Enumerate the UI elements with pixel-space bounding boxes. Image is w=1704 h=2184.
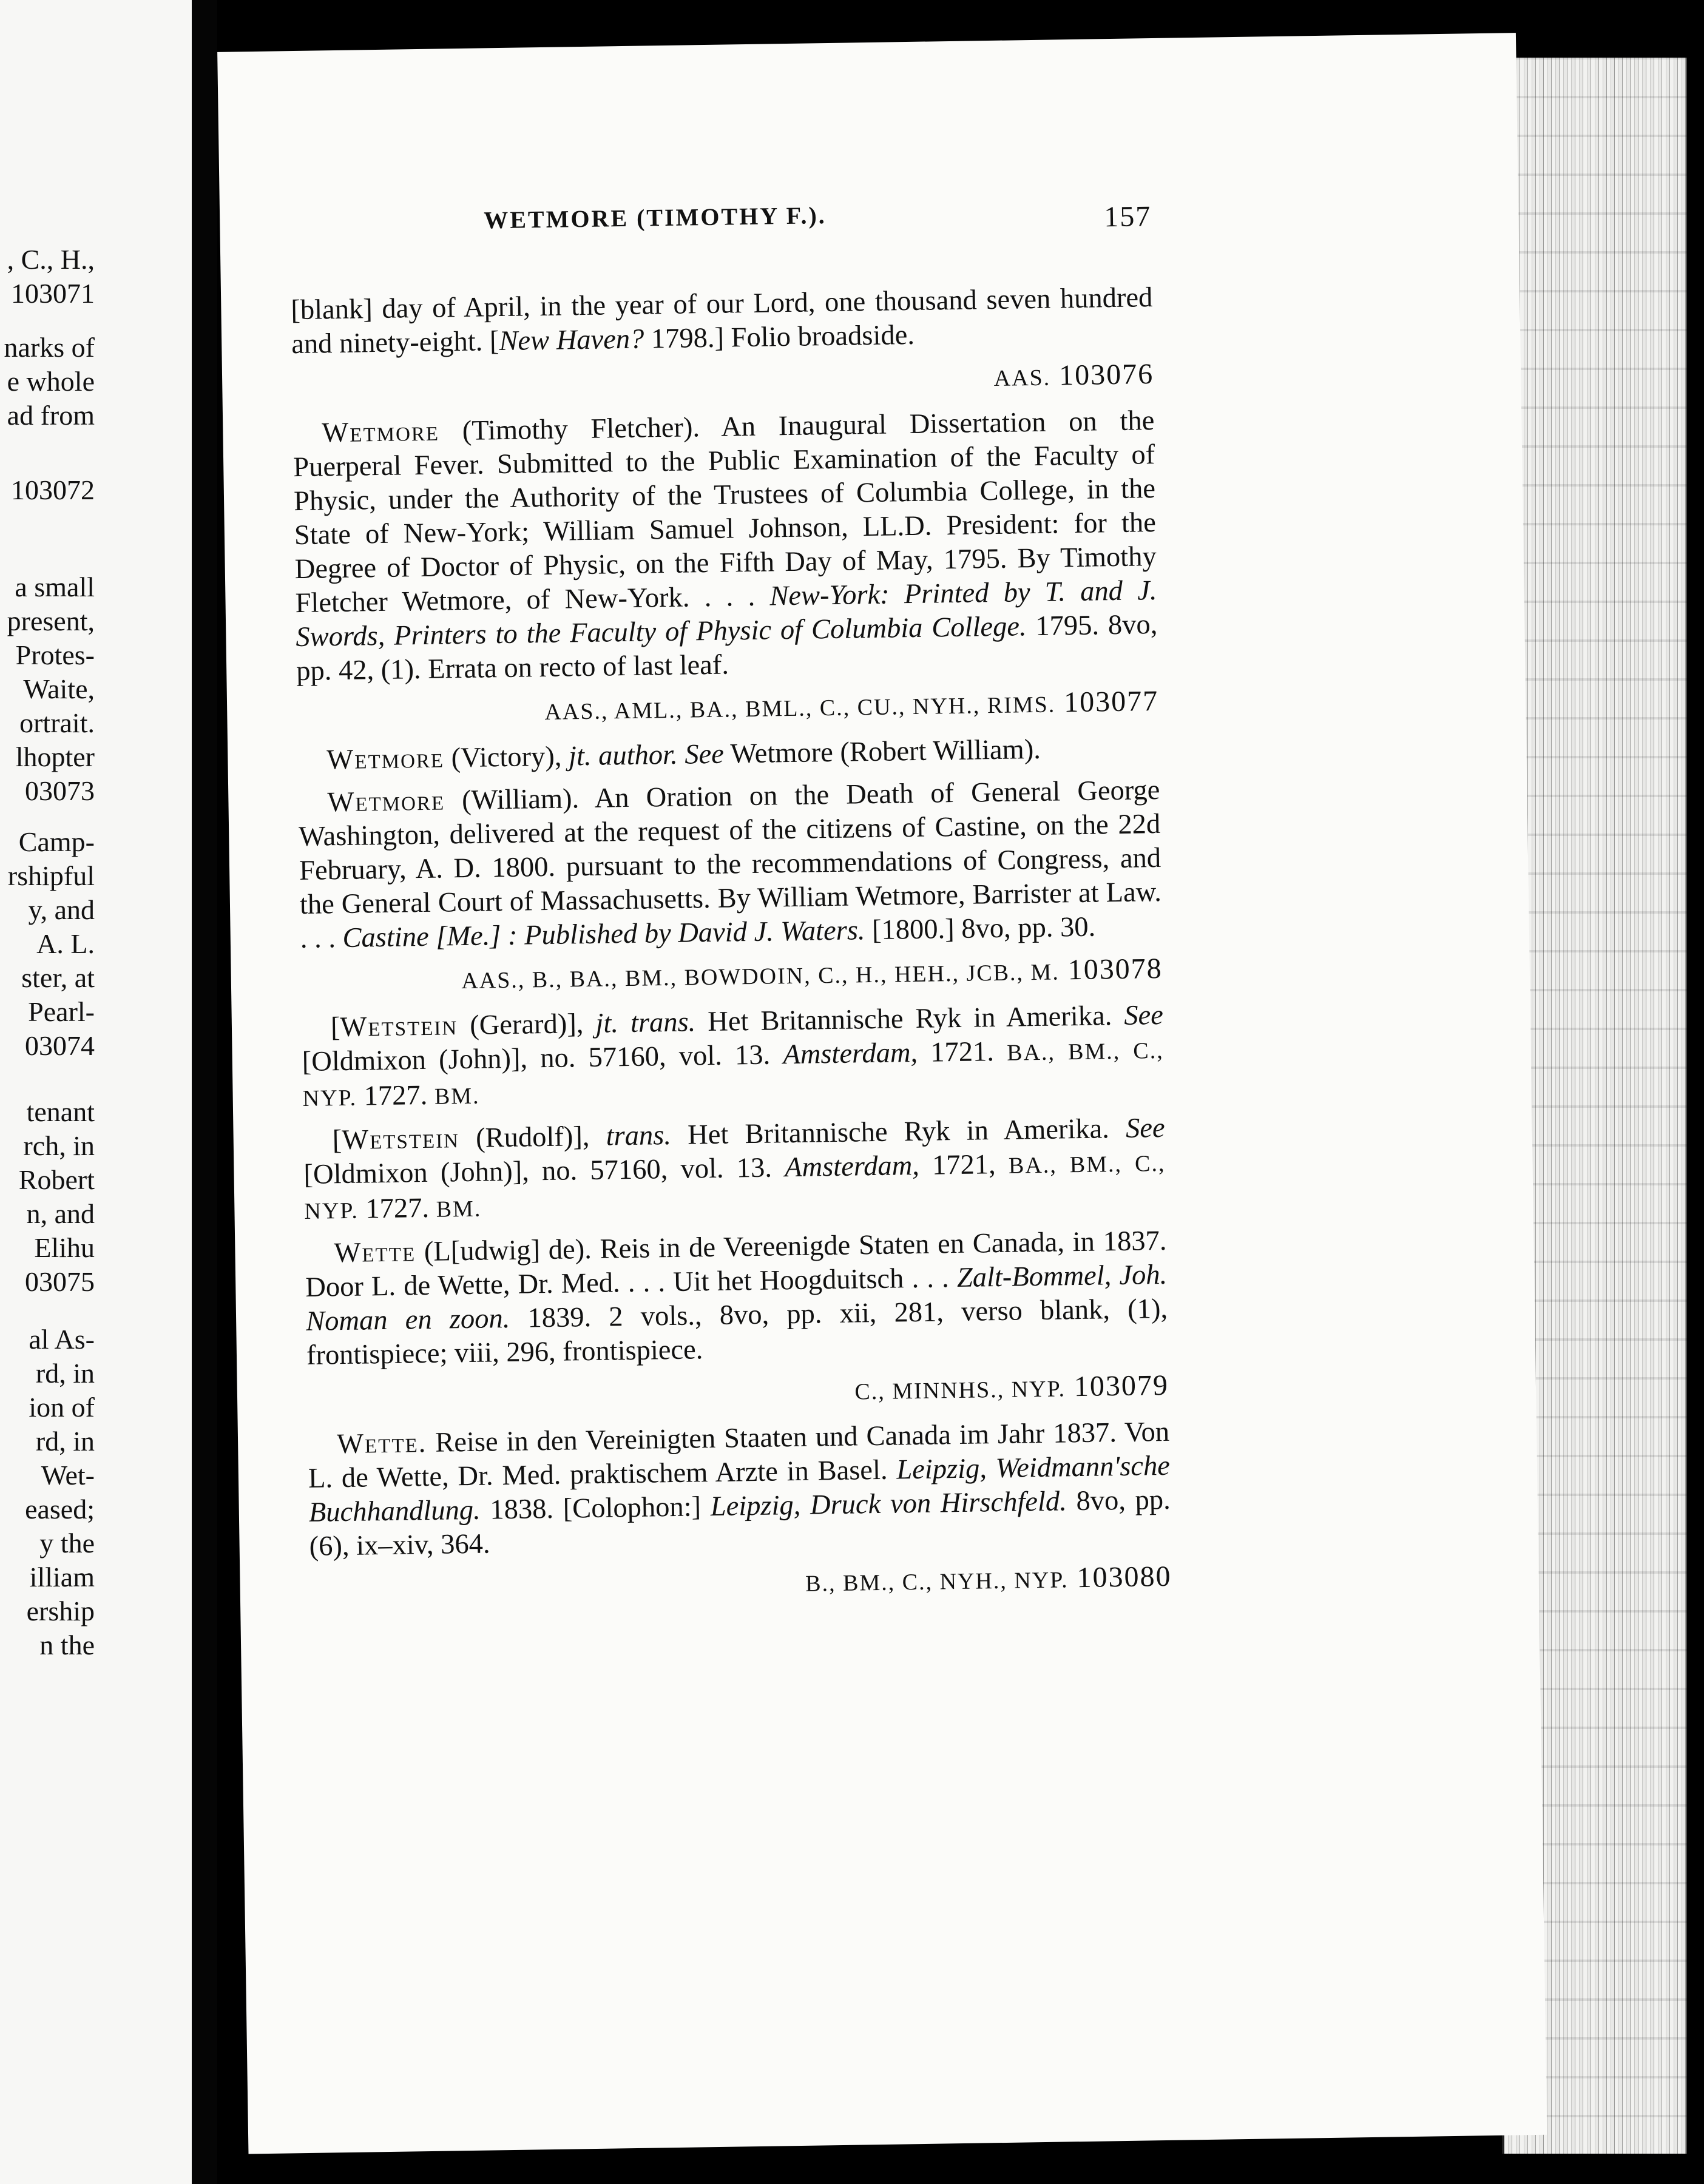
left-page-fragment: Protes-: [15, 639, 95, 670]
entry-number: 103078: [1067, 952, 1163, 986]
entry-holdings-inline: BA., BM., C., NYP.: [304, 1150, 1166, 1224]
left-page-fragment: present,: [7, 605, 95, 636]
left-page-fragment: Elihu: [34, 1232, 95, 1263]
entry-text: 1721.: [917, 1036, 1007, 1068]
left-page-fragment: rshipful: [7, 860, 95, 891]
entry-text: 1838. [Colophon:]: [480, 1491, 711, 1526]
entry-prefix: [: [330, 1012, 340, 1043]
left-page-fragment: ership: [26, 1596, 95, 1626]
entry-heading: Wette.: [336, 1427, 427, 1460]
entry-heading: Wette: [334, 1236, 416, 1269]
entry-heading: Wetstein: [341, 1123, 460, 1156]
entry-heading: Wetmore: [326, 743, 445, 776]
entry-heading: Wetstein: [340, 1010, 458, 1043]
left-page-fragment: e whole: [7, 366, 95, 397]
bibliography-entry: [291, 281, 1154, 362]
left-page-fragment: , C., H.,: [7, 244, 95, 275]
page-number: 157: [1103, 200, 1152, 234]
main-page: [217, 33, 1547, 2154]
text-block: [289, 190, 1172, 1619]
entry-text: 1795. 8vo, pp. 42, (1). Errata on recto of last leaf.: [296, 608, 1158, 687]
left-page-fragment: al As-: [29, 1324, 95, 1355]
bibliography-entry: [303, 1111, 1166, 1228]
entry-text: 1721,: [919, 1148, 1009, 1181]
entry-text: (Rudolf)],: [459, 1121, 607, 1154]
entry-italic-text: See: [1123, 999, 1164, 1031]
left-page-fragment: Pearl-: [28, 996, 95, 1027]
left-page-fragment: Waite,: [23, 673, 95, 704]
left-page-fragment: Camp-: [18, 826, 95, 857]
entry-italic-text: Amsterdam,: [784, 1150, 920, 1184]
entry-text: (William). An Oration on the Death of General George Washington, delivered at the request of the citizens of Castine, on the 22d February, A. D. 1800. pursuant to the recommendations of Congress, and the General Court of Massachusetts. By William Wetmore, Barrister at Law. . . .: [298, 774, 1162, 955]
entry-italic-text: New Haven?: [499, 323, 644, 357]
holdings-line: [309, 1560, 1172, 1608]
entry-text: [1800.] 8vo, pp. 30.: [865, 911, 1096, 946]
entry-italic-text: Leipzig, Druck von Hirschfeld.: [710, 1486, 1067, 1523]
holdings-libraries: AAS., AML., BA., BML., C., CU., NYH., RIMS.: [544, 692, 1056, 725]
bibliography-entry: [308, 1415, 1171, 1564]
left-page-fragment: eased;: [25, 1494, 95, 1525]
left-page-fragment: rch, in: [23, 1130, 95, 1161]
entry-italic-text: Castine [Me.] : Published by David J. Waters.: [342, 915, 865, 954]
left-page-fragment: n the: [39, 1630, 95, 1660]
entry-text: 1798.] Folio broadside.: [643, 319, 915, 355]
bibliography-entry: [292, 404, 1158, 689]
left-page-fragment: n, and: [26, 1198, 95, 1229]
running-title: WETMORE (TIMOTHY F.).: [483, 201, 827, 234]
entry-text: Het Britannische Ryk in Amerika.: [695, 1000, 1124, 1038]
entry-text: 1839. 2 vols., 8vo, pp. xii, 281, verso blank, (1), frontispiece; viii, 296, frontispiece.: [306, 1293, 1168, 1371]
left-facing-page: [0, 0, 192, 2184]
entry-text: 8vo, pp. (6), ix–xiv, 364.: [309, 1484, 1171, 1562]
holdings-libraries: C., MINNHS., NYP.: [854, 1376, 1066, 1405]
entry-text: (L[udwig] de). Reis in de Vereenigde Staten en Canada, in 1837. Door L. de Wette, Dr. Med. . . . Uit het Hoogduitsch . . .: [305, 1225, 1167, 1303]
left-page-fragment: 03075: [25, 1266, 95, 1297]
entry-holdings-inline: BM.: [434, 1083, 480, 1110]
left-page-fragment: Wet-: [41, 1460, 95, 1491]
left-page-fragment: narks of: [4, 332, 95, 363]
entry-number: 103076: [1058, 358, 1154, 392]
entry-prefix: [: [332, 1125, 342, 1156]
entry-heading: Wetmore: [327, 785, 445, 818]
left-page-fragment: rd, in: [35, 1426, 95, 1457]
entry-holdings-inline: BM.: [436, 1196, 482, 1222]
entry-number: 103080: [1077, 1560, 1172, 1594]
entry-heading: Wetmore: [322, 416, 440, 449]
holdings-libraries: B., BM., C., NYH., NYP.: [805, 1567, 1069, 1597]
bibliography-entry: [297, 731, 1160, 778]
left-page-fragment: a small: [15, 571, 95, 602]
entry-holdings-inline: BA., BM., C., NYP.: [302, 1037, 1165, 1111]
entry-text: [blank] day of April, in the year of our Lord, one thousand seven hundred and ninety-eight. [: [291, 282, 1153, 360]
entry-text: [Oldmixon (John)], no. 57160, vol. 13.: [303, 1152, 785, 1190]
left-page-fragment: ad from: [7, 400, 95, 431]
left-page-fragment: tenant: [26, 1096, 95, 1127]
left-page-fragment: A. L.: [36, 928, 95, 959]
entry-italic-text: Zalt-Bommel, Joh. Noman en zoon.: [305, 1259, 1168, 1337]
left-page-fragment: rd, in: [35, 1358, 95, 1389]
left-page-fragment: y the: [39, 1528, 95, 1559]
bibliography-entry: [302, 999, 1165, 1116]
book-gutter: [192, 0, 217, 2184]
entries-list: [291, 281, 1172, 1608]
entry-text: Het Britannische Ryk in Amerika.: [671, 1113, 1126, 1151]
left-page-fragment: ster, at: [21, 962, 95, 993]
left-page-fragment: 103072: [11, 474, 95, 505]
entry-text: (Gerard)],: [457, 1008, 596, 1042]
entry-text: Wetmore (Robert William).: [723, 733, 1041, 770]
left-page-fragment: lhopter: [15, 741, 95, 772]
left-page-fragment: Robert: [18, 1164, 95, 1195]
entry-number: 103077: [1063, 684, 1159, 719]
left-page-fragment: illiam: [29, 1562, 95, 1592]
left-page-fragment: y, and: [28, 894, 95, 925]
holdings-line: [292, 357, 1154, 406]
bibliography-entry: [305, 1224, 1168, 1373]
left-page-fragment: ion of: [29, 1392, 95, 1423]
entry-number: 103079: [1073, 1369, 1169, 1403]
left-page-fragment: 103071: [11, 278, 95, 309]
left-page-fragment: 03073: [25, 775, 95, 806]
left-page-fragment: 03074: [25, 1030, 95, 1061]
holdings-line: [307, 1369, 1169, 1417]
entry-italic-text: Leipzig, Weidmann'sche Buchhandlung.: [308, 1450, 1171, 1528]
left-page-fragment: ortrait.: [19, 707, 95, 738]
left-page-text: [0, 0, 192, 2184]
entry-text: 1727.: [358, 1192, 436, 1225]
entry-italic-text: See: [1125, 1112, 1165, 1144]
entry-italic-text: jt. trans.: [595, 1006, 696, 1039]
entry-text: Reise in den Vereinigten Staaten und Canada im Jahr 1837. Von L. de Wette, Dr. Med. praktischem Arzte in Basel.: [308, 1416, 1170, 1494]
holdings-line: [297, 684, 1159, 733]
entry-text: (Timothy Fletcher). An Inaugural Dissertation on the Puerperal Fever. Submitted to the Public Examination of the Faculty of Physic, under the Authority of the Trustees of Columbia College, in the State of New-York; William Samuel Johnson, LL.D. President: for the Degree of Doctor of Physic, on the Fifth Day of May, 1795. By Timothy Fletcher Wetmore, of New-York. . . .: [292, 405, 1157, 619]
entry-italic-text: Amsterdam,: [783, 1037, 918, 1071]
holdings-libraries: AAS., B., BA., BM., BOWDOIN, C., H., HEH., JCB., M.: [461, 959, 1060, 994]
entry-text: (Victory),: [444, 741, 569, 774]
holdings-libraries: AAS.: [993, 365, 1051, 391]
holdings-line: [300, 952, 1163, 1000]
entry-text: [Oldmixon (John)], no. 57160, vol. 13.: [302, 1039, 783, 1077]
entry-italic-text: trans.: [606, 1119, 672, 1152]
entry-italic-text: New-York: Printed by T. and J. Swords, Printers to the Faculty of Physic of Columbia College.: [296, 575, 1157, 653]
entry-text: 1727.: [356, 1079, 435, 1112]
bibliography-entry: [298, 774, 1162, 956]
entry-italic-text: jt. author. See: [568, 738, 725, 772]
